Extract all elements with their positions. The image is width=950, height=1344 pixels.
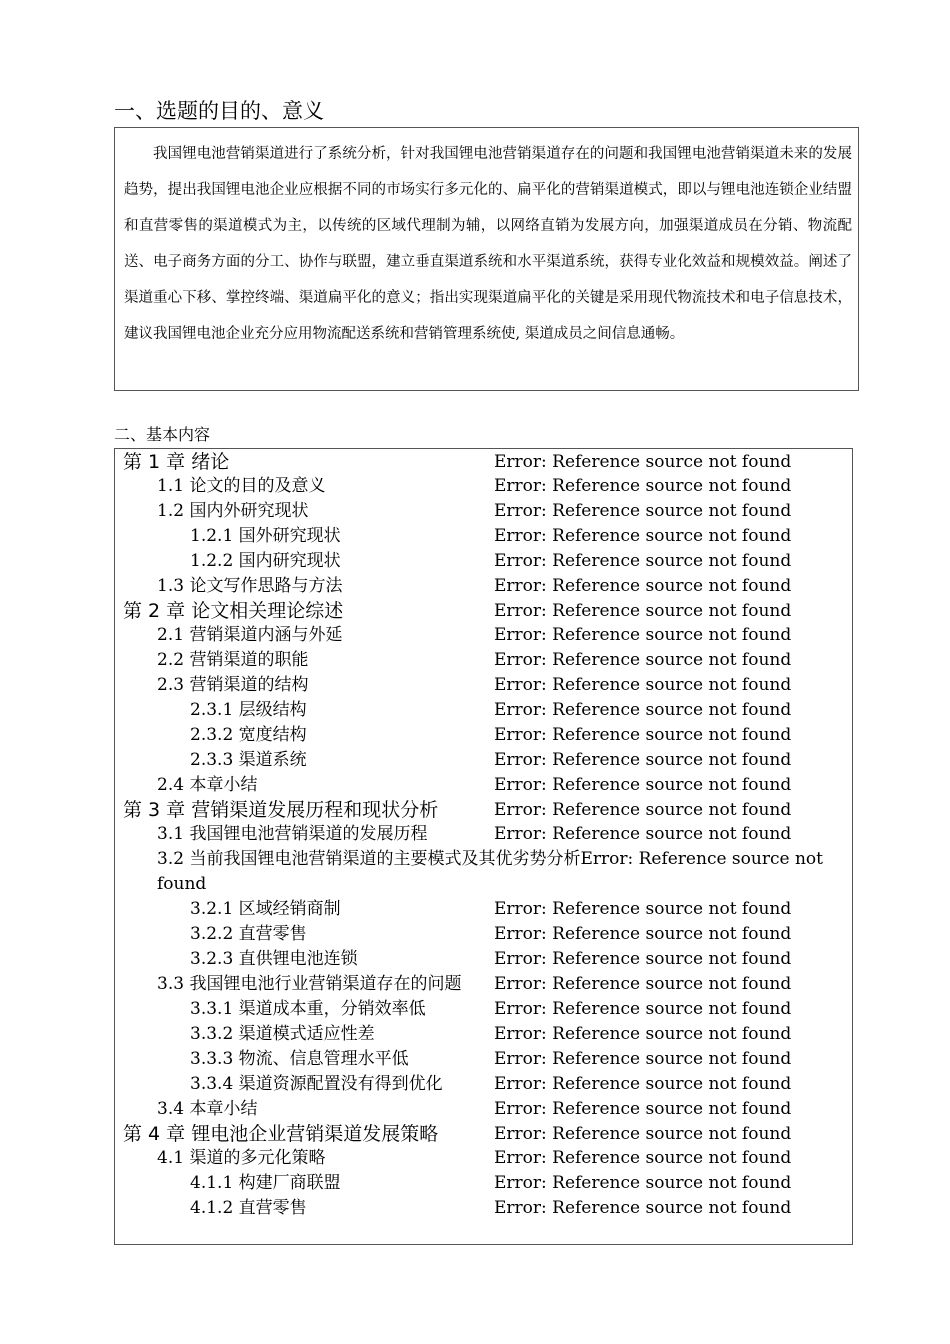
toc-entry-title: 2.2 营销渠道的职能 xyxy=(157,650,309,670)
toc-entry-ref: Error: Reference source not found xyxy=(494,1099,792,1119)
toc-entry[interactable] xyxy=(115,673,852,698)
section-2-title: 二、基本内容 xyxy=(114,425,211,444)
toc-entry-title: 1.2.1 国外研究现状 xyxy=(190,526,341,546)
toc-entry-title: 2.4 本章小结 xyxy=(157,775,258,795)
toc-entry[interactable] xyxy=(115,549,852,574)
toc-entry[interactable] xyxy=(115,648,852,673)
toc-entry-title: 3.3.4 渠道资源配置没有得到优化 xyxy=(190,1074,443,1094)
toc-entry-title: 第 4 章 锂电池企业营销渠道发展策略 xyxy=(123,1123,439,1145)
toc-entry[interactable] xyxy=(115,698,852,723)
toc-entry[interactable] xyxy=(115,1122,852,1147)
purpose-paragraph: 我国锂电池营销渠道进行了系统分析，针对我国锂电池营销渠道存在的问题和我国锂电池营销渠道未来的发展趋势，提出我国锂电池企业应根据不同的市场实行多元化的、扁平化的营销渠道模式，即以与锂电池连锁企业结盟和直营零售的渠道模式为主，以传统的区域代理制为辅，以网络直销为发展方向，加强渠道成员在分销、物流配送、电子商务方面的分工、协作与联盟，建立垂直渠道系统和水平渠道系统，获得专业化效益和规模效益。阐述了渠道重心下移、掌控终端、渠道扁平化的意义；指出实现渠道扁平化的关键是采用现代物流技术和电子信息技术，建议我国锂电池企业充分应用物流配送系统和营销管理系统使, 渠道成员之间信息通畅。 xyxy=(124,146,852,342)
toc-entry-ref: Error: Reference source not found xyxy=(494,899,792,919)
toc-entry-title: 第 2 章 论文相关理论综述 xyxy=(123,600,344,622)
toc-entry-ref: Error: Reference source not found xyxy=(494,1024,792,1044)
toc-entry-ref: Error: Reference source not found xyxy=(494,700,792,720)
toc-entry-title: 4.1.1 构建厂商联盟 xyxy=(190,1173,341,1193)
toc-entry-title: 3.2.2 直营零售 xyxy=(190,924,307,944)
toc-entry[interactable] xyxy=(115,922,852,947)
toc-entry-title: 3.3.2 渠道模式适应性差 xyxy=(190,1024,375,1044)
toc-entry-title: 4.1 渠道的多元化策略 xyxy=(157,1148,326,1168)
toc-entry[interactable] xyxy=(115,1171,852,1196)
toc-entry-title: 1.2.2 国内研究现状 xyxy=(190,551,341,571)
toc-entry-title: 2.3.1 层级结构 xyxy=(190,700,307,720)
toc-entry-ref: Error: Reference source not found xyxy=(494,1124,792,1144)
toc-entry-title: 2.3.3 渠道系统 xyxy=(190,750,307,770)
toc-entry-ref: Error: Reference source not found xyxy=(494,999,792,1019)
toc-entry-title: 2.1 营销渠道内涵与外延 xyxy=(157,625,343,645)
toc-entry-title: 第 1 章 绪论 xyxy=(123,451,230,473)
toc-entry-ref: Error: Reference source not found xyxy=(494,601,792,621)
toc-entry[interactable] xyxy=(115,723,852,748)
toc-entry-ref: Error: Reference source not found xyxy=(494,1074,792,1094)
toc-entry-title: 1.2 国内外研究现状 xyxy=(157,501,309,521)
toc-entry[interactable] xyxy=(115,474,852,499)
toc-entry[interactable] xyxy=(115,499,852,524)
toc-entry-title: 3.4 本章小结 xyxy=(157,1099,258,1119)
toc-entry-title: 3.3 我国锂电池行业营销渠道存在的问题 xyxy=(157,974,462,994)
section-1-title: 一、选题的目的、意义 xyxy=(114,99,324,123)
toc-entry-ref: Error: Reference source not found xyxy=(494,501,792,521)
toc-entry-ref: Error: Reference source not found xyxy=(494,476,792,496)
toc-entry-ref: Error: Reference source not found xyxy=(494,1148,792,1168)
toc-entry[interactable] xyxy=(115,748,852,773)
toc-entry[interactable] xyxy=(115,822,852,847)
toc-entry[interactable] xyxy=(115,1072,852,1097)
toc-entry-title: 第 3 章 营销渠道发展历程和现状分析 xyxy=(123,799,439,821)
toc-entry-ref: Error: Reference source not found xyxy=(494,1198,792,1218)
toc-entry[interactable] xyxy=(115,524,852,549)
toc-entry-ref: Error: Reference source not found xyxy=(494,452,792,472)
toc-entry[interactable] xyxy=(115,1097,852,1122)
toc-entry-ref: Error: Reference source not found xyxy=(494,725,792,745)
toc-entry-ref: Error: Reference source not found xyxy=(494,675,792,695)
toc-entry[interactable] xyxy=(115,1196,852,1221)
toc-box xyxy=(114,448,853,1245)
toc-entry-title: 2.3 营销渠道的结构 xyxy=(157,675,309,695)
toc-entry-wrapped[interactable]: 3.2 当前我国锂电池营销渠道的主要模式及其优劣势分析Error: Reference source not found xyxy=(157,849,823,894)
toc-entry[interactable] xyxy=(115,1047,852,1072)
toc-entry[interactable] xyxy=(115,798,852,823)
toc-entry-ref: Error: Reference source not found xyxy=(494,949,792,969)
toc-entry-ref: Error: Reference source not found xyxy=(494,924,792,944)
toc-entry[interactable] xyxy=(115,1146,852,1171)
toc-entry-title: 4.1.2 直营零售 xyxy=(190,1198,307,1218)
toc-entry[interactable] xyxy=(115,947,852,972)
toc-entry-ref: Error: Reference source not found xyxy=(494,551,792,571)
purpose-box xyxy=(114,127,859,391)
toc-entry-ref: Error: Reference source not found xyxy=(494,775,792,795)
toc-entry-ref: Error: Reference source not found xyxy=(494,526,792,546)
toc-entry-title: 1.3 论文写作思路与方法 xyxy=(157,576,343,596)
toc-entry-title: 3.2.3 直供锂电池连锁 xyxy=(190,949,358,969)
toc-entry[interactable] xyxy=(115,773,852,798)
toc-entry[interactable] xyxy=(115,574,852,599)
toc-entry-ref: Error: Reference source not found xyxy=(494,750,792,770)
toc-entry[interactable] xyxy=(115,450,852,475)
toc-entry[interactable] xyxy=(115,997,852,1022)
toc-entry-ref: Error: Reference source not found xyxy=(494,974,792,994)
toc-entry-title: 3.3.1 渠道成本重，分销效率低 xyxy=(190,999,426,1019)
toc-entry-ref: Error: Reference source not found xyxy=(494,1173,792,1193)
toc-entry-title: 2.3.2 宽度结构 xyxy=(190,725,307,745)
toc-entry-title: 3.1 我国锂电池营销渠道的发展历程 xyxy=(157,824,428,844)
toc-entry[interactable] xyxy=(115,972,852,997)
toc-entry-ref: Error: Reference source not found xyxy=(494,576,792,596)
toc-entry-ref: Error: Reference source not found xyxy=(494,1049,792,1069)
toc-entry[interactable] xyxy=(115,623,852,648)
toc-entry[interactable] xyxy=(115,1022,852,1047)
toc-entry-ref: Error: Reference source not found xyxy=(494,800,792,820)
toc-entry-title: 3.3.3 物流、信息管理水平低 xyxy=(190,1049,409,1069)
toc-entry-title: 1.1 论文的目的及意义 xyxy=(157,476,326,496)
toc-entry[interactable] xyxy=(115,599,852,624)
toc-entry-ref: Error: Reference source not found xyxy=(494,625,792,645)
toc-entry[interactable] xyxy=(115,897,852,922)
toc-entry-ref: Error: Reference source not found xyxy=(494,824,792,844)
toc-entry-title: 3.2.1 区域经销商制 xyxy=(190,899,341,919)
toc-entry-ref: Error: Reference source not found xyxy=(494,650,792,670)
